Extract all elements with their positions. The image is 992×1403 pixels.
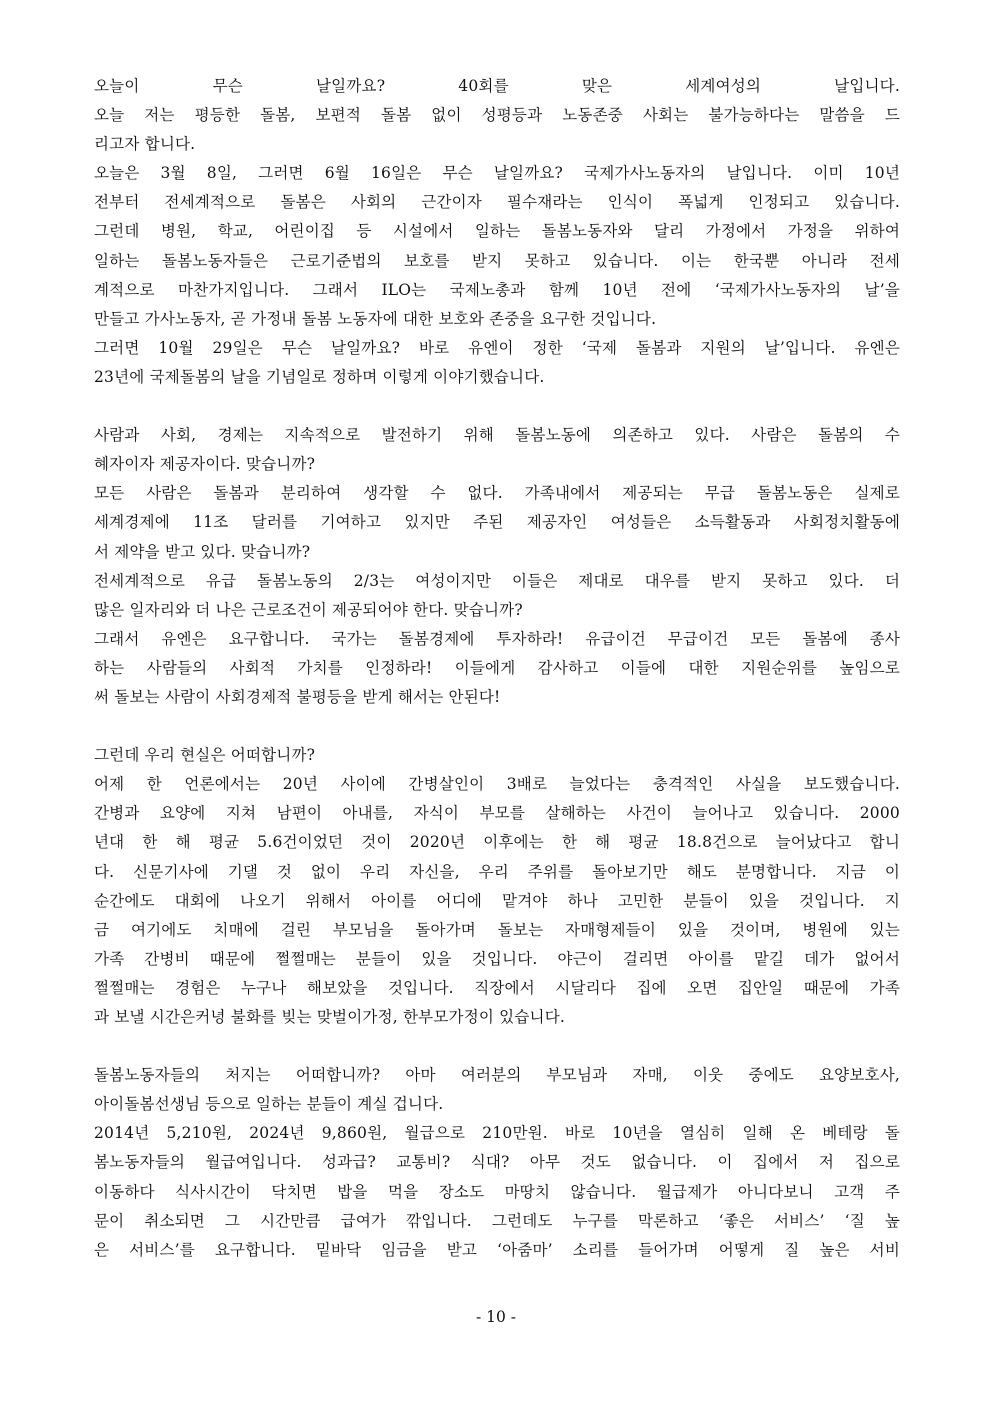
text-line: 리고자 합니다. xyxy=(94,135,196,154)
text-line: 돌봄노동자들의 처지는 어떠합니까? 아마 여러분의 부모님과 자매, 이웃 중에도 요양보호사, xyxy=(94,1066,900,1085)
text-line: 하는 사람들의 사회적 가치를 인정하라! 이들에게 감사하고 이들에 대한 지원순위를 높임으로 xyxy=(94,658,900,677)
text-line: 다. 신문기사에 기댈 것 없이 우리 자신을, 우리 주위를 돌아보기만 해도 분명합니다. 지금 이 xyxy=(94,862,900,881)
text-line: 그런데 우리 현실은 어떠합니까? xyxy=(94,746,316,765)
text-line: 그러면 10월 29일은 무슨 날일까요? 바로 유엔이 정한 ‘국제 돌봄과 지원의 날’입니다. 유엔은 xyxy=(94,338,900,357)
text-line: 봄노동자들의 월급여입니다. 성과급? 교통비? 식대? 아무 것도 없습니다. 이 집에서 저 집으로 xyxy=(94,1153,900,1172)
text-line: 쩔쩔매는 경험은 누구나 해보았을 것입니다. 직장에서 시달리다 집에 오면 집안일 때문에 가족 xyxy=(94,978,900,997)
text-line: 사람과 사회, 경제는 지속적으로 발전하기 위해 돌봄노동에 의존하고 있다. 사람은 돌봄의 수 xyxy=(94,426,900,445)
text-line: 써 돌보는 사람이 사회경제적 불평등을 받게 해서는 안된다! xyxy=(94,687,501,706)
text-line: 간병과 요양에 지쳐 남편이 아내를, 자식이 부모를 살해하는 사건이 늘어나고 있습니다. 2000 xyxy=(94,804,900,823)
text-line: 오늘 저는 평등한 돌봄, 보편적 돌봄 없이 성평등과 노동존중 사회는 불가능하다는 말씀을 드 xyxy=(94,106,900,125)
text-line: 년대 한 해 평균 5.6건이었던 것이 2020년 이후에는 한 해 평균 18.8건으로 늘어났다고 합니 xyxy=(94,833,900,852)
text-line: 23년에 국제돌봄의 날을 기념일로 정하며 이렇게 이야기했습니다. xyxy=(94,367,545,386)
text-line: 순간에도 대회에 나오기 위해서 아이를 어디에 맡겨야 하나 고민한 분들이 있을 것입니다. 지 xyxy=(94,891,900,910)
text-line: 세계경제에 11조 달러를 기여하고 있지만 주된 제공자인 여성들은 소득활동과 사회정치활동에 xyxy=(94,513,900,532)
text-line: 은 서비스’를 요구합니다. 밑바닥 임금을 받고 ‘아줌마’ 소리를 들어가며 어떻게 질 높은 서비 xyxy=(94,1240,900,1259)
text-line: 서 제약을 받고 있다. 맞습니까? xyxy=(94,542,311,561)
text-line: 그래서 유엔은 요구합니다. 국가는 돌봄경제에 투자하라! 유급이건 무급이건 모든 돌봄에 종사 xyxy=(94,629,900,648)
text-line: 2014년 5,210원, 2024년 9,860원, 월급으로 210만원. 바로 10년을 열심히 일해 온 베테랑 돌 xyxy=(94,1124,900,1143)
text-line: 그런데 병원, 학교, 어린이집 등 시설에서 일하는 돌봄노동자와 달리 가정에서 가정을 위하여 xyxy=(94,222,900,241)
text-line: 가족 간병비 때문에 쩔쩔매는 분들이 있을 것입니다. 야근이 걸리면 아이를 맡길 데가 없어서 xyxy=(94,949,900,968)
text-line: 어제 한 언론에서는 20년 사이에 간병살인이 3배로 늘었다는 충격적인 사실을 보도했습니다. xyxy=(94,775,900,794)
text-line: 전세계적으로 유급 돌봄노동의 2/3는 여성이지만 이들은 제대로 대우를 받지 못하고 있다. 더 xyxy=(94,571,900,590)
text-line: 이동하다 식사시간이 닥치면 밥을 먹을 장소도 마땅치 않습니다. 월급제가 아니다보니 고객 주 xyxy=(94,1182,900,1201)
document-body xyxy=(94,72,900,1265)
text-line: 문이 취소되면 그 시간만큼 급여가 깎입니다. 그런데도 누구를 막론하고 ‘좋은 서비스’ ‘질 높 xyxy=(94,1211,900,1230)
text-line: 일하는 돌봄노동자들은 근로기준법의 보호를 받지 못하고 있습니다. 이는 한국뿐 아니라 전세 xyxy=(94,251,900,270)
text-line: 혜자이자 제공자이다. 맞습니까? xyxy=(94,455,316,474)
text-line: 전부터 전세계적으로 돌봄은 사회의 근간이자 필수재라는 인식이 폭넓게 인정되고 있습니다. xyxy=(94,193,900,212)
text-line: 과 보낼 시간은커녕 불화를 빚는 맞벌이가정, 한부모가정이 있습니다. xyxy=(94,1008,565,1026)
text-line: 만들고 가사노동자, 곧 가정내 돌봄 노동자에 대한 보호와 존중을 요구한 것입니다. xyxy=(94,309,657,328)
text-line: 오늘은 3월 8일, 그러면 6월 16일은 무슨 날일까요? 국제가사노동자의 날입니다. 이미 10년 xyxy=(94,164,900,183)
text-line: 계적으로 마찬가지입니다. 그래서 ILO는 국제노총과 함께 10년 전에 ‘국제가사노동자의 날’을 xyxy=(94,280,900,299)
page-number: - 10 - xyxy=(475,1308,517,1326)
paragraph-spacer xyxy=(94,392,900,421)
text-line: 많은 일자리와 더 나은 근로조건이 제공되어야 한다. 맞습니까? xyxy=(94,600,523,619)
text-line: 금 여기에도 치매에 걸린 부모님을 돌아가며 돌보는 자매형제들이 있을 것이며, 병원에 있는 xyxy=(94,920,900,939)
text-line: 오늘이 무슨 날일까요? 40회를 맞은 세계여성의 날입니다. xyxy=(94,77,900,95)
text-line: 모든 사람은 돌봄과 분리하여 생각할 수 없다. 가족내에서 제공되는 무급 돌봄노동은 실제로 xyxy=(94,484,900,503)
text-line: 아이돌봄선생님 등으로 일하는 분들이 계실 겁니다. xyxy=(94,1095,444,1114)
paragraph-spacer xyxy=(94,1032,900,1061)
paragraph-spacer xyxy=(94,712,900,741)
